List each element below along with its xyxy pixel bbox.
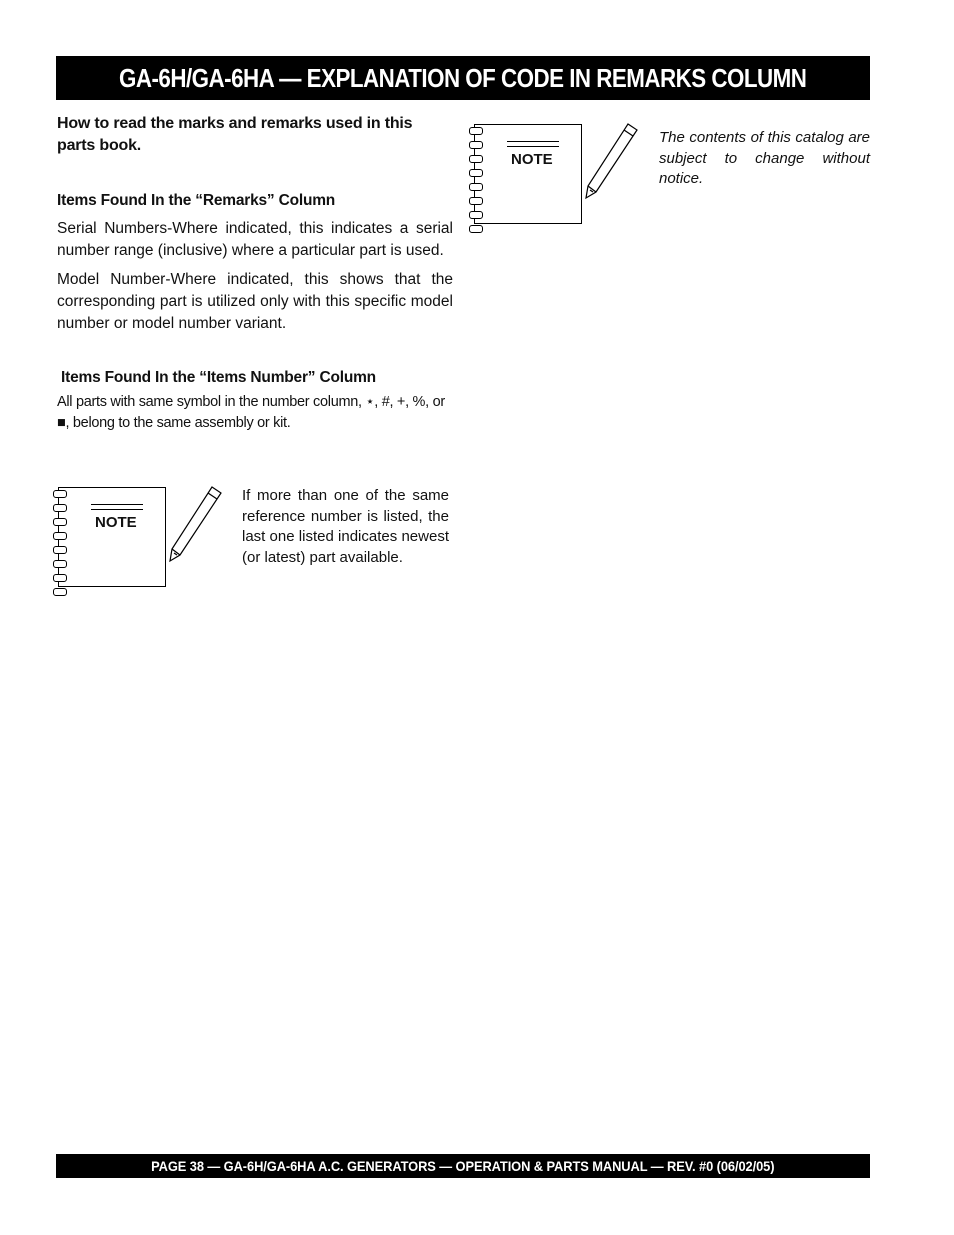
- intro-lead: How to read the marks and remarks used in this parts book.: [57, 115, 413, 154]
- spiral-binding-icon: [53, 490, 69, 602]
- model-number-text: Model Number-Where indicated, this shows that the corresponding part is utilized only with this specific model number or model number variant.: [57, 271, 453, 332]
- page-title: GA-6H/GA-6HA — EXPLANATION OF CODE IN REMARKS COLUMN: [119, 62, 807, 93]
- page-title-bar: [56, 56, 870, 100]
- note-label-top: NOTE: [511, 151, 553, 168]
- items-number-line-1: All parts with same symbol in the number column, ⋆, #, +, %, or: [57, 394, 445, 410]
- spiral-binding-icon: [469, 127, 485, 239]
- note-label-bottom: NOTE: [95, 514, 137, 531]
- left-column: [57, 113, 453, 434]
- bottom-note-text: If more than one of the same reference number is listed, the last one listed indicates newest (or latest) part available.: [242, 487, 449, 566]
- note-notebook-icon-bottom: [58, 487, 166, 587]
- remarks-heading: Items Found In the “Remarks” Column: [57, 192, 336, 209]
- serial-numbers-text: Serial Numbers-Where indicated, this indicates a serial number range (inclusive) where a particular part is used.: [57, 220, 453, 259]
- note-notebook-icon-top: [474, 124, 582, 224]
- page-footer-bar: [56, 1154, 870, 1178]
- items-number-heading: Items Found In the “Items Number” Column: [61, 369, 376, 386]
- pencil-icon-bottom: [166, 481, 226, 565]
- page-footer-text: PAGE 38 — GA-6H/GA-6HA A.C. GENERATORS — OPERATION & PARTS MANUAL — REV. #0 (06/02/05): [151, 1158, 775, 1174]
- top-note-text: The contents of this catalog are subject to change without notice.: [659, 129, 870, 187]
- items-number-line-2: ■, belong to the same assembly or kit.: [57, 415, 291, 431]
- pencil-icon-top: [582, 118, 642, 202]
